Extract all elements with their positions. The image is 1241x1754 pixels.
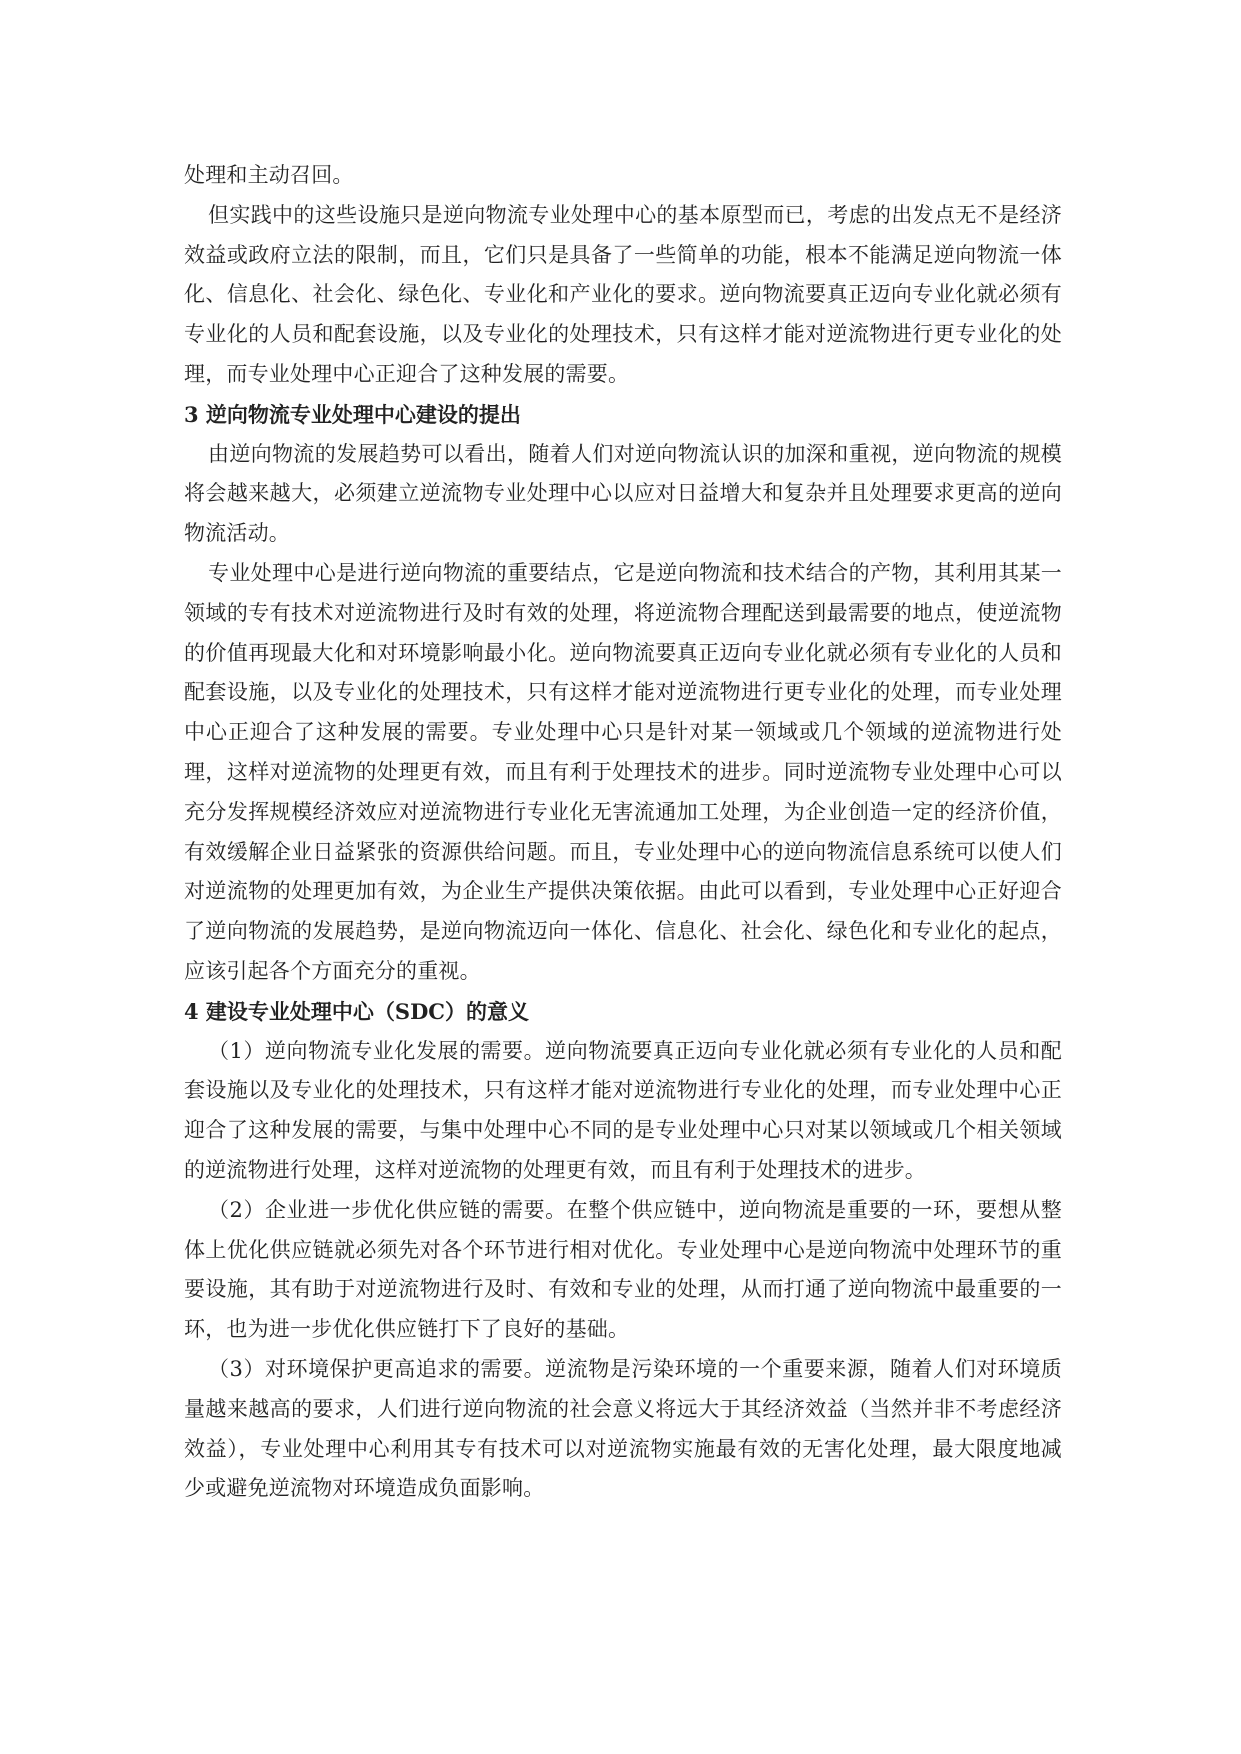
section-3-heading: 3 逆向物流专业处理中心建设的提出 [184, 401, 521, 427]
document-page [184, 156, 1062, 1509]
list-item-3: （3）对环境保护更高追求的需要。逆流物是污染环境的一个重要来源，随着人们对环境质量越来越高的要求，人们进行逆向物流的社会意义将远大于其经济效益（当然并非不考虑经济效益），专业处理中心利用其专有技术可以对逆流物实施最有效的无害化处理，最大限度地减少或避免逆流物对环境造成负面影响。 [184, 1356, 1062, 1501]
paragraph-prototype-limitations: 但实践中的这些设施只是逆向物流专业处理中心的基本原型而已，考虑的出发点无不是经济效益或政府立法的限制，而且，它们只是具备了一些简单的功能，根本不能满足逆向物流一体化、信息化、社会化、绿色化、专业化和产业化的要求。逆向物流要真正迈向专业化就必须有专业化的人员和配套设施，以及专业化的处理技术，只有这样才能对逆流物进行更专业化的处理，而专业处理中心正迎合了这种发展的需要。 [184, 202, 1062, 386]
paragraph-trend: 由逆向物流的发展趋势可以看出，随着人们对逆向物流认识的加深和重视，逆向物流的规模将会越来越大，必须建立逆流物专业处理中心以应对日益增大和复杂并且处理要求更高的逆向物流活动。 [184, 441, 1062, 546]
list-item-2: （2）企业进一步优化供应链的需要。在整个供应链中，逆向物流是重要的一环，要想从整体上优化供应链就必须先对各个环节进行相对优化。专业处理中心是逆向物流中处理环节的重要设施，其有助于对逆流物进行及时、有效和专业的处理，从而打通了逆向物流中最重要的一环，也为进一步优化供应链打下了良好的基础。 [184, 1197, 1062, 1342]
paragraph-sdc-role: 专业处理中心是进行逆向物流的重要结点，它是逆向物流和技术结合的产物，其利用其某一领域的专有技术对逆流物进行及时有效的处理，将逆流物合理配送到最需要的地点，使逆流物的价值再现最大化和对环境影响最小化。逆向物流要真正迈向专业化就必须有专业化的人员和配套设施，以及专业化的处理技术，只有这样才能对逆流物进行更专业化的处理，而专业处理中心正迎合了这种发展的需要。专业处理中心只是针对某一领域或几个领域的逆流物进行处理，这样对逆流物的处理更有效，而且有利于处理技术的进步。同时逆流物专业处理中心可以充分发挥规模经济效应对逆流物进行专业化无害流通加工处理，为企业创造一定的经济价值，有效缓解企业日益紧张的资源供给问题。而且，专业处理中心的逆向物流信息系统可以使人们对逆流物的处理更加有效，为企业生产提供决策依据。由此可以看到，专业处理中心正好迎合了逆向物流的发展趋势，是逆向物流迈向一体化、信息化、社会化、绿色化和专业化的起点，应该引起各个方面充分的重视。 [184, 560, 1062, 983]
list-item-1: （1）逆向物流专业化发展的需要。逆向物流要真正迈向专业化就必须有专业化的人员和配套设施以及专业化的处理技术，只有这样才能对逆流物进行专业化的处理，而专业处理中心正迎合了这种发展的需要，与集中处理中心不同的是专业处理中心只对某以领域或几个相关领域的逆流物进行处理，这样对逆流物的处理更有效，而且有利于处理技术的进步。 [184, 1038, 1062, 1182]
continued-paragraph: 处理和主动召回。 [184, 163, 354, 187]
section-4-heading: 4 建设专业处理中心（SDC）的意义 [184, 998, 530, 1024]
